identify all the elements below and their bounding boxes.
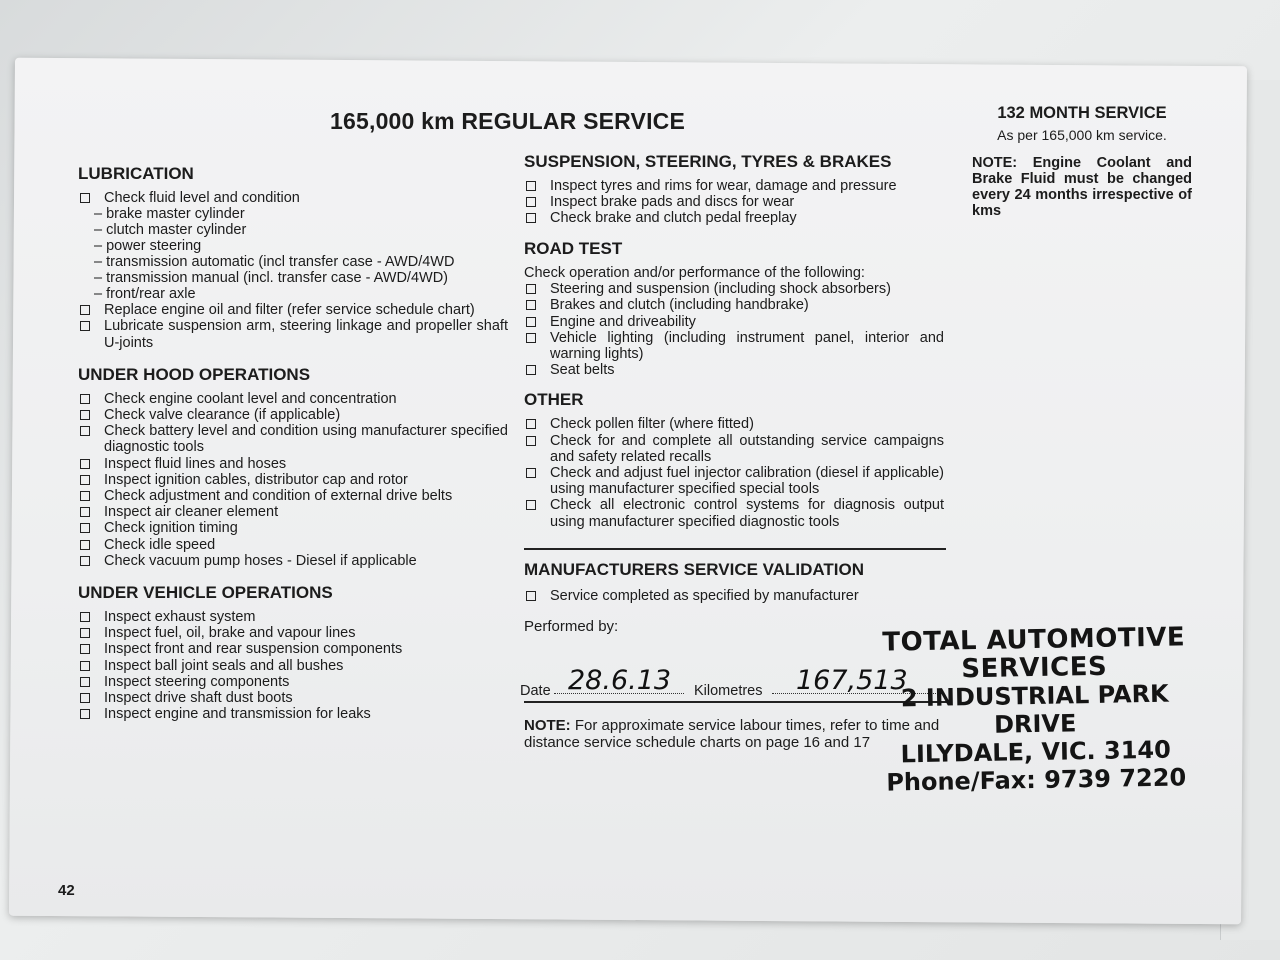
checklist-item: Steering and suspension (including shock absorbers) <box>524 281 944 297</box>
checklist-item: Check idle speed <box>78 537 508 553</box>
checkbox[interactable] <box>80 628 90 638</box>
checklist-item: Inspect front and rear suspension components <box>78 641 508 657</box>
validation-heading: MANUFACTURERS SERVICE VALIDATION <box>524 559 865 579</box>
checkbox[interactable] <box>526 436 536 446</box>
checklist-item: Check fluid level and condition <box>78 190 508 206</box>
checkbox[interactable] <box>80 507 90 517</box>
sub-item: – clutch master cylinder <box>94 222 247 239</box>
checkbox[interactable] <box>80 644 90 654</box>
checklist-item: Check valve clearance (if applicable) <box>78 407 508 423</box>
checklist-item: Inspect ball joint seals and all bushes <box>78 658 508 674</box>
checklist-item: Check ignition timing <box>78 520 508 536</box>
checkbox[interactable] <box>80 410 90 420</box>
checklist-item: Check vacuum pump hoses - Diesel if applicable <box>78 553 508 569</box>
checklist-item: Check adjustment and condition of external drive belts <box>78 488 508 504</box>
checkbox[interactable] <box>526 468 536 478</box>
month-service-subtitle: As per 165,000 km service. <box>997 127 1167 143</box>
checklist-item: Inspect exhaust system <box>78 609 508 625</box>
checklist-item: Inspect drive shaft dust boots <box>78 690 508 706</box>
checkbox[interactable] <box>526 500 536 510</box>
lubrication-heading: LUBRICATION <box>78 164 194 183</box>
checklist-item: Lubricate suspension arm, steering linkage and propeller shaft U-joints <box>78 318 508 350</box>
labour-note: NOTE: For approximate service labour times, refer to time and distance service schedule charts on page 16 and 17 <box>524 716 940 751</box>
road-test-intro: Check operation and/or performance of the following: <box>524 264 865 281</box>
month-service-title: 132 MONTH SERVICE <box>997 104 1167 122</box>
checkbox[interactable] <box>526 284 536 294</box>
divider <box>524 548 946 550</box>
checkbox[interactable] <box>526 197 536 207</box>
under-hood-heading: UNDER HOOD OPERATIONS <box>78 364 311 384</box>
checklist-item: Inspect steering components <box>78 674 508 690</box>
checklist-item: Vehicle lighting (including instrument panel, interior and warning lights) <box>524 330 944 362</box>
checkbox[interactable] <box>526 419 536 429</box>
checklist-item: Inspect engine and transmission for leaks <box>78 706 508 722</box>
checkbox[interactable] <box>80 394 90 404</box>
road-test-heading: ROAD TEST <box>524 238 623 258</box>
checkbox[interactable] <box>80 612 90 622</box>
checklist-item: Service completed as specified by manufacturer <box>524 588 944 604</box>
sub-item: – transmission automatic (incl transfer case - AWD/4WD <box>94 254 455 271</box>
checklist-item: Inspect tyres and rims for wear, damage and pressure <box>524 178 944 194</box>
checklist-item: Inspect fluid lines and hoses <box>78 456 508 472</box>
right-column <box>972 104 1192 219</box>
checkbox[interactable] <box>526 333 536 343</box>
stamp-address: 2 INDUSTRIAL PARK DRIVE <box>900 679 1169 739</box>
checkbox[interactable] <box>80 677 90 687</box>
stamp-suburb: LILYDALE, VIC. 3140 <box>900 735 1172 769</box>
stamp-business-name: TOTAL AUTOMOTIVE SERVICES <box>882 622 1186 685</box>
checkbox[interactable] <box>80 459 90 469</box>
dealer-stamp <box>859 623 1212 797</box>
checklist-item: Check all electronic control systems for diagnosis output using manufacturer specified diagnostic tools <box>524 497 944 529</box>
checklist-item: Check engine coolant level and concentration <box>78 391 508 407</box>
checklist-item: Check and adjust fuel injector calibration (diesel if applicable) using manufacturer specified special tools <box>524 465 944 497</box>
checklist-item: Check for and complete all outstanding service campaigns and safety related recalls <box>524 433 944 465</box>
checklist-item: Inspect fuel, oil, brake and vapour lines <box>78 625 508 641</box>
under-vehicle-heading: UNDER VEHICLE OPERATIONS <box>78 583 333 603</box>
checklist-item: Check battery level and condition using manufacturer specified diagnostic tools <box>78 423 508 455</box>
page-number: 42 <box>58 882 75 899</box>
checklist-item: Check pollen filter (where fitted) <box>524 416 944 432</box>
checkbox[interactable] <box>80 523 90 533</box>
sub-item: – power steering <box>94 238 202 255</box>
date-label: Date <box>520 682 551 699</box>
date-value[interactable]: 28.6.13 <box>568 664 672 696</box>
checkbox[interactable] <box>80 426 90 436</box>
checklist-item: Check brake and clutch pedal freeplay <box>524 210 944 226</box>
stamp-phone: Phone/Fax: 9739 7220 <box>886 763 1187 797</box>
checkbox[interactable] <box>80 491 90 501</box>
kilometres-value[interactable]: 167,513 <box>796 664 908 696</box>
checkbox[interactable] <box>80 193 90 203</box>
checkbox[interactable] <box>80 709 90 719</box>
other-heading: OTHER <box>524 390 584 410</box>
kilometres-label: Kilometres <box>694 682 763 699</box>
checklist-item: Engine and driveability <box>524 314 944 330</box>
checklist-item: Inspect brake pads and discs for wear <box>524 194 944 210</box>
checkbox[interactable] <box>80 661 90 671</box>
coolant-note: NOTE: Engine Coolant and Brake Fluid must be changed every 24 months irrespective of kms <box>972 155 1192 219</box>
checkbox[interactable] <box>526 317 536 327</box>
checkbox[interactable] <box>526 591 536 601</box>
sub-item: – brake master cylinder <box>94 206 245 223</box>
checkbox[interactable] <box>80 321 90 331</box>
checkbox[interactable] <box>526 300 536 310</box>
checkbox[interactable] <box>80 556 90 566</box>
checklist-item: Inspect ignition cables, distributor cap and rotor <box>78 472 508 488</box>
checkbox[interactable] <box>526 181 536 191</box>
suspension-heading: SUSPENSION, STEERING, TYRES & BRAKES <box>524 152 892 171</box>
sub-item: – front/rear axle <box>94 286 196 303</box>
checkbox[interactable] <box>526 365 536 375</box>
sub-item: – transmission manual (incl. transfer case - AWD/4WD) <box>94 270 449 287</box>
checkbox[interactable] <box>80 540 90 550</box>
checklist-item: Replace engine oil and filter (refer service schedule chart) <box>78 302 508 318</box>
checkbox[interactable] <box>80 475 90 485</box>
checklist-item: Brakes and clutch (including handbrake) <box>524 297 944 313</box>
left-column <box>78 160 508 722</box>
checkbox[interactable] <box>80 693 90 703</box>
checkbox[interactable] <box>526 213 536 223</box>
checklist-item: Seat belts <box>524 362 944 378</box>
checklist-item: Inspect air cleaner element <box>78 504 508 520</box>
checkbox[interactable] <box>80 305 90 315</box>
page-title: 165,000 km REGULAR SERVICE <box>330 108 686 134</box>
performed-by-label: Performed by: <box>524 617 619 635</box>
